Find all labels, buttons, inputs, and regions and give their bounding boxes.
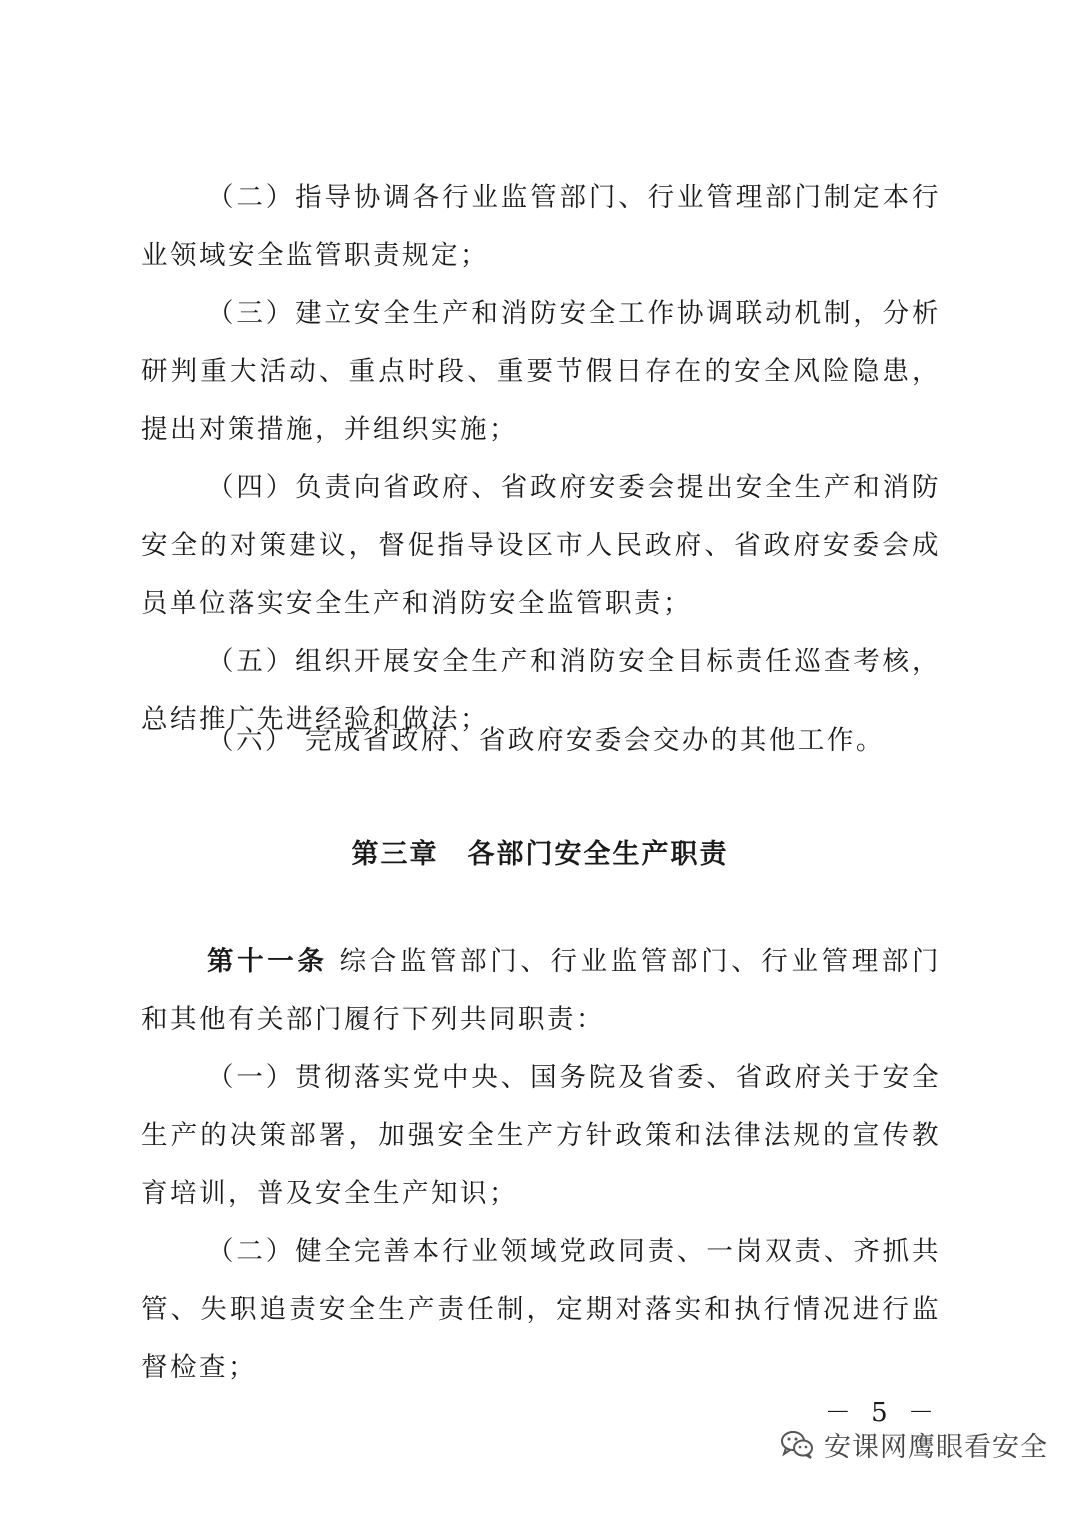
paragraph-item-5: （五）组织开展安全生产和消防安全目标责任巡查考核，总结推广先进经验和做法； bbox=[141, 646, 941, 735]
article-paragraph bbox=[141, 933, 941, 1049]
paragraph-item-3: （三）建立安全生产和消防安全工作协调联动机制，分析研判重大活动、重点时段、重要节假日存在的安全风险隐患，提出对策措施，并组织实施； bbox=[141, 298, 941, 445]
wechat-icon bbox=[780, 1429, 814, 1459]
watermark bbox=[780, 1424, 1048, 1464]
watermark-text: 安课网鹰眼看安全 bbox=[824, 1431, 1048, 1463]
paragraph-duty-1: （一）贯彻落实党中央、国务院及省委、省政府关于安全生产的决策部署，加强安全生产方针政策和法律法规的宣传教育培训，普及安全生产知识； bbox=[141, 1062, 941, 1209]
paragraph-item-4: （四）负责向省政府、省政府安委会提出安全生产和消防安全的对策建议，督促指导设区市人民政府、省政府安委会成员单位落实安全生产和消防安全监管职责； bbox=[141, 472, 941, 619]
paragraph-item-2: （二）指导协调各行业监管部门、行业管理部门制定本行业领域安全监管职责规定； bbox=[141, 182, 941, 271]
paragraph-item-6: （六） 完成省政府、省政府安委会交办的其他工作。 bbox=[207, 725, 885, 756]
article-label: 第十一条 bbox=[207, 946, 328, 977]
paragraph-duty-2: （二）健全完善本行业领域党政同责、一岗双责、齐抓共管、失职追责安全生产责任制，定期对落实和执行情况进行监督检查； bbox=[141, 1236, 941, 1383]
page-number: － 5 － bbox=[824, 1398, 940, 1428]
chapter-title: 第三章 各部门安全生产职责 bbox=[351, 839, 729, 870]
article-text: 综合监管部门、行业监管部门、行业管理部门和其他有关部门履行下列共同职责： bbox=[141, 946, 941, 1035]
